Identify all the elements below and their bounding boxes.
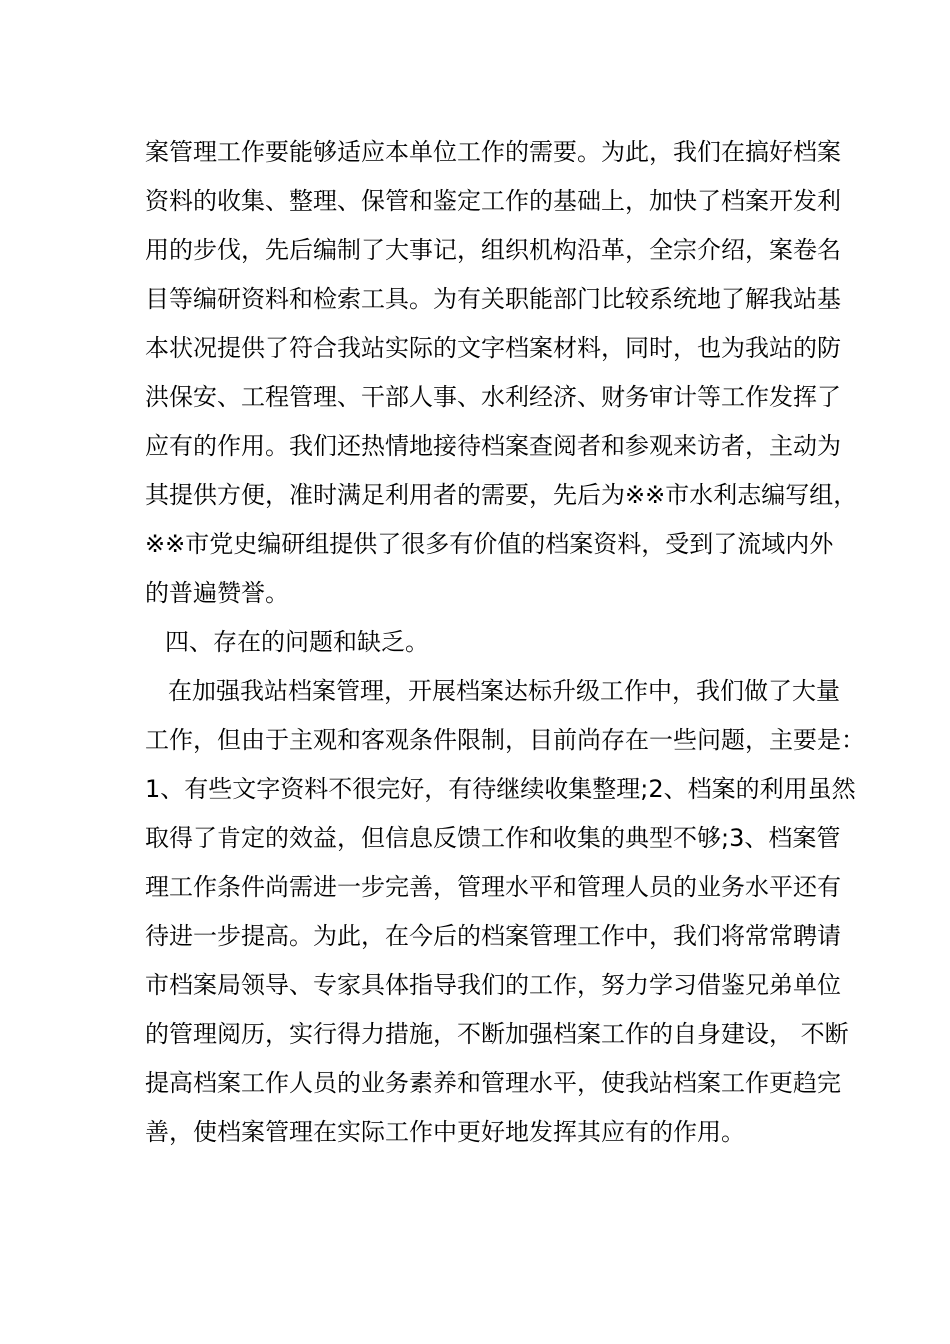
text-line-15: 取得了肯定的效益，但信息反馈工作和收集的典型不够;3、档案管 [145, 824, 841, 852]
text-line-8: 其提供方便，准时满足利用者的需要，先后为※※市水利志编写组， [145, 481, 858, 509]
text-line-7: 应有的作用。我们还热情地接待档案查阅者和参观来访者，主动为 [145, 432, 841, 460]
text-line-6: 洪保安、工程管理、干部人事、水利经济、财务审计等工作发挥了 [145, 383, 841, 411]
text-line-5: 本状况提供了符合我站实际的文字档案材料，同时，也为我站的防 [145, 334, 841, 362]
text-line-20: 提高档案工作人员的业务素养和管理水平，使我站档案工作更趋完 [145, 1069, 841, 1097]
text-line-21: 善，使档案管理在实际工作中更好地发挥其应有的作用。 [145, 1118, 745, 1146]
text-line-10: 的普遍赞誉。 [145, 579, 289, 607]
text-line-9: ※※市党史编研组提供了很多有价值的档案资料，受到了流域内外 [145, 530, 834, 558]
document-body [145, 128, 865, 1157]
section-heading: 四、存在的问题和缺乏。 [165, 628, 429, 656]
text-line-16: 理工作条件尚需进一步完善，管理水平和管理人员的业务水平还有 [145, 873, 841, 901]
text-line-13: 工作，但由于主观和客观条件限制，目前尚存在一些问题，主要是： [145, 726, 865, 754]
text-line-18: 市档案局领导、专家具体指导我们的工作，努力学习借鉴兄弟单位 [145, 971, 841, 999]
text-line-4: 目等编研资料和检索工具。为有关职能部门比较系统地了解我站基 [145, 285, 841, 313]
text-line-2: 资料的收集、整理、保管和鉴定工作的基础上，加快了档案开发利 [145, 187, 841, 215]
text-line-17: 待进一步提高。为此，在今后的档案管理工作中，我们将常常聘请 [145, 922, 841, 950]
text-line-3: 用的步伐，先后编制了大事记，组织机构沿革，全宗介绍，案卷名 [145, 236, 841, 264]
text-line-19: 的管理阅历，实行得力措施，不断加强档案工作的自身建设， 不断 [145, 1020, 849, 1048]
text-line-12: 在加强我站档案管理，开展档案达标升级工作中，我们做了大量 [168, 677, 840, 705]
text-line-1: 案管理工作要能够适应本单位工作的需要。为此，我们在搞好档案 [145, 138, 841, 166]
text-line-14: 1、有些文字资料不很完好，有待继续收集整理;2、档案的利用虽然 [145, 775, 856, 803]
